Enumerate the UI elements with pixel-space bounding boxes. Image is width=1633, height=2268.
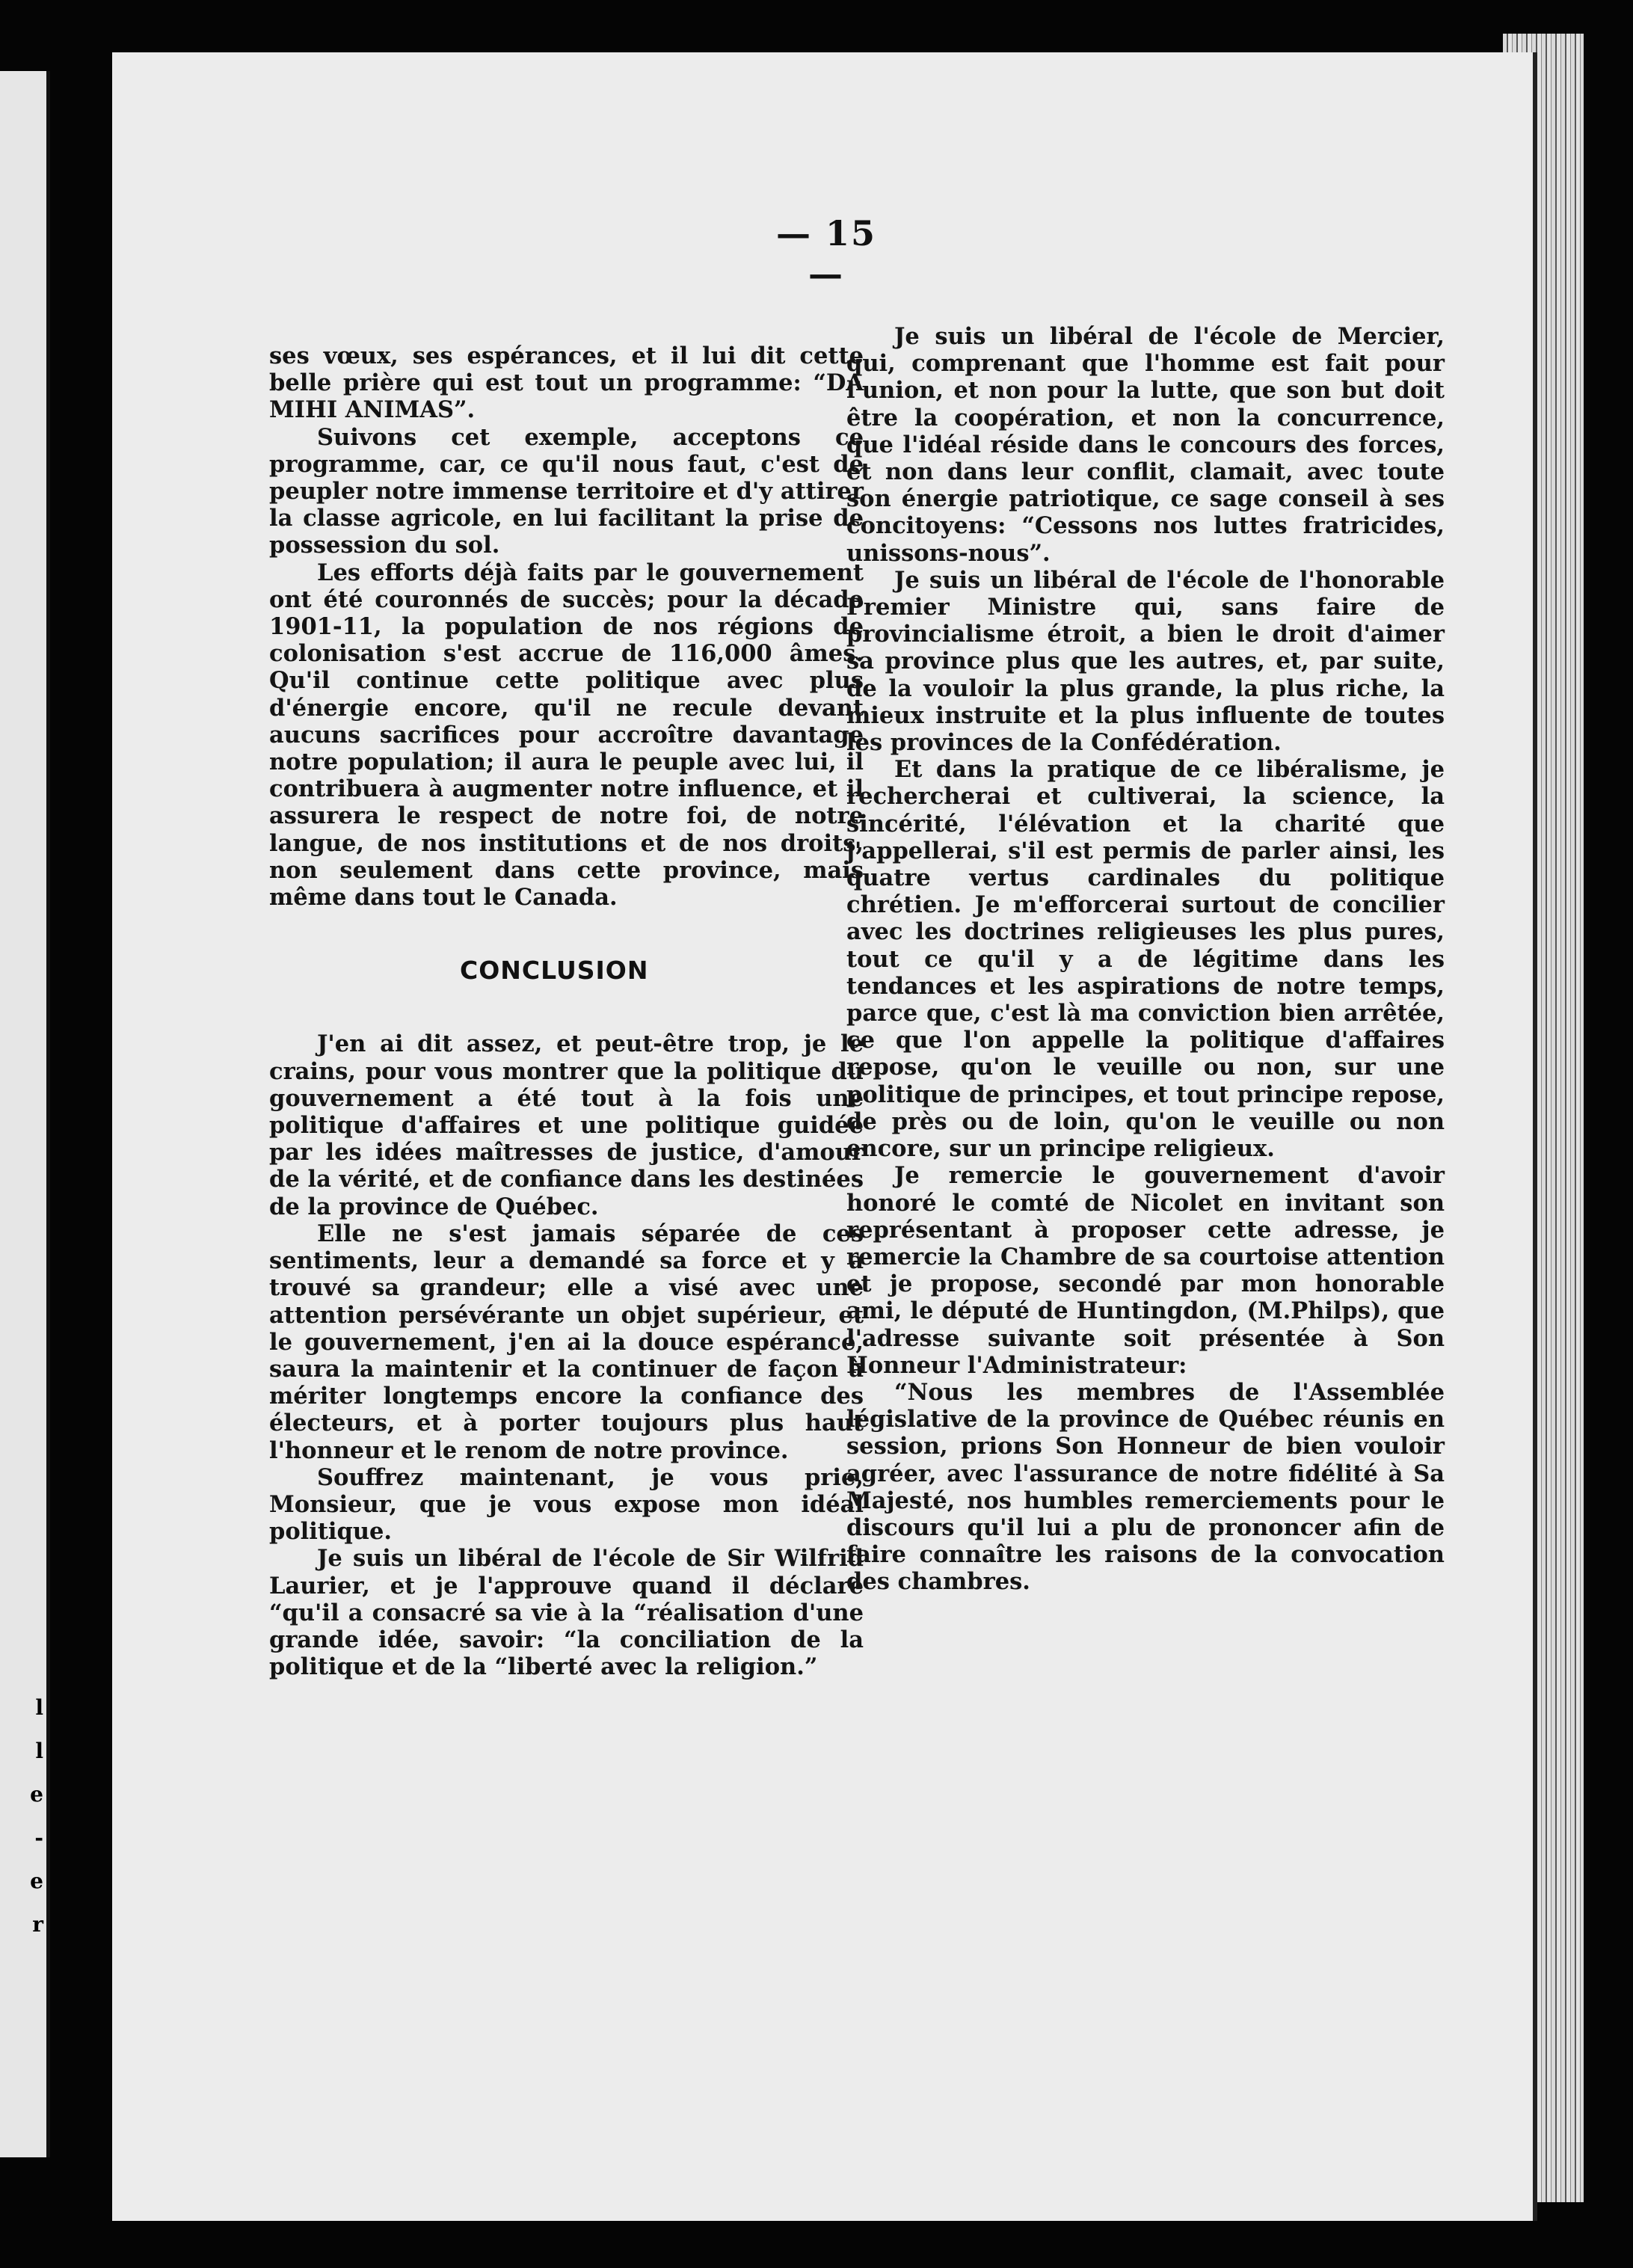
- paragraph: J'en ai dit assez, et peut-être trop, je le crains, pour vous montrer que la politique du gouvernement a été tout à la fois une politique d'affaires et une politique guidée par les idées maîtresses de justice, d'amour de la vérité, et de confiance dans les destinées de la province de Québec.: [269, 1030, 864, 1220]
- book-page: [112, 52, 1533, 2221]
- paragraph: Suivons cet exemple, acceptons ce programme, car, ce qu'il nous faut, c'est de peupler notre immense territoire et d'y attirer la classe agricole, en lui facilitant la prise de possession du sol.: [269, 423, 864, 559]
- paragraph: Elle ne s'est jamais séparée de ces sentiments, leur a demandé sa force et y a trouvé sa grandeur; elle a visé avec une attention persévérante un objet supérieur, et le gouvernement, j'en ai la douce espérance, saura la maintenir et la continuer de façon à mériter longtemps encore la confiance des électeurs, et à porter toujours plus haut l'honneur et le renom de notre province.: [269, 1220, 864, 1464]
- paragraph: Je suis un libéral de l'école de Mercier, qui, comprenant que l'homme est fait pour l'union, et non pour la lutte, que son but doit être la coopération, et non la concurrence, que l'idéal réside dans le concours des forces, et non dans leur conflit, clamait, avec toute son énergie patriotique, ce sage conseil à ses concitoyens: “Cessons nos luttes fratricides, unissons-nous”.: [846, 323, 1445, 567]
- fragment: e: [30, 1869, 43, 1893]
- paragraph: Et dans la pratique de ce libéralisme, je rechercherai et cultiverai, la science, la sincérité, l'élévation et la charité que j'appellerai, s'il est permis de parler ainsi, les quatre vertus cardinales du politique chrétien. Je m'efforcerai surtout de concilier avec les doctrines religieuses les plus pures, tout ce qu'il y a de légitime dans les tendances et les aspirations de notre temps, parce que, c'est là ma conviction bien arrêtée, ce que l'on appelle la politique d'affaires repose, qu'on le veuille ou non, sur une politique de principes, et tout principe repose, de près ou de loin, qu'on le veuille ou non encore, sur un principe religieux.: [846, 756, 1445, 1163]
- paragraph: Je suis un libéral de l'école de l'honorable Premier Ministre qui, sans faire de provincialisme étroit, a bien le droit d'aimer sa province plus que les autres, et, par suite, de la vouloir la plus grande, la plus riche, la mieux instruite et la plus influente de toutes les provinces de la Confédération.: [846, 566, 1445, 757]
- paragraph: ses vœux, ses espérances, et il lui dit cette belle prière qui est tout un programme: “DA MIHI ANIMAS”.: [269, 342, 864, 424]
- fragment: e: [30, 1782, 43, 1807]
- paragraph: “Nous les membres de l'Assemblée législative de la province de Québec réunis en session, prions Son Honneur de bien vouloir agréer, avec l'assurance de notre fidélité à Sa Majesté, nos humbles remerciements pour le discours qu'il lui a plu de prononcer afin de faire connaître les raisons de la convocation des chambres.: [846, 1378, 1445, 1596]
- right-column: [846, 323, 1445, 1596]
- paragraph: Les efforts déjà faits par le gouvernement ont été couronnés de succès; pour la décade 1901-11, la population de nos régions de colonisation s'est accrue de 116,000 âmes. Qu'il continue cette politique avec plus d'énergie encore, qu'il ne recule devant aucuns sacrifices pour accroître davantage notre population; il aura le peuple avec lui, il contribuera à augmenter notre influence, et il assurera le respect de notre foi, de notre langue, de nos institutions et de nos droits, non seulement dans cette province, mais même dans tout le Canada.: [269, 559, 864, 912]
- left-column: [269, 342, 864, 1680]
- fragment: l: [35, 1739, 43, 1763]
- paragraph: Souffrez maintenant, je vous prie, Monsieur, que je vous expose mon idéal politique.: [269, 1463, 864, 1546]
- adjacent-page-fragments: [0, 1686, 43, 1946]
- fragment: r: [32, 1912, 43, 1937]
- section-heading: CONCLUSION: [460, 956, 649, 986]
- paragraph: Je suis un libéral de l'école de Sir Wilfrid Laurier, et je l'approuve quand il déclare “qu'il a consacré sa vie à la “réalisation d'une grande idée, savoir: “la conciliation de la politique et de la “liberté avec la religion.”: [269, 1545, 864, 1681]
- adjacent-page-edge: [0, 71, 50, 2157]
- page-number: — 15 —: [775, 213, 877, 294]
- fragment: l: [35, 1695, 43, 1720]
- fragment: -: [34, 1825, 43, 1850]
- paragraph: Je remercie le gouvernement d'avoir honoré le comté de Nicolet en invitant son représentant à proposer cette adresse, je remercie la Chambre de sa courtoise attention et je propose, secondé par mon honorable ami, le député de Huntingdon, (M.Philps), que l'adresse suivante soit présentée à Son Honneur l'Administrateur:: [846, 1162, 1445, 1379]
